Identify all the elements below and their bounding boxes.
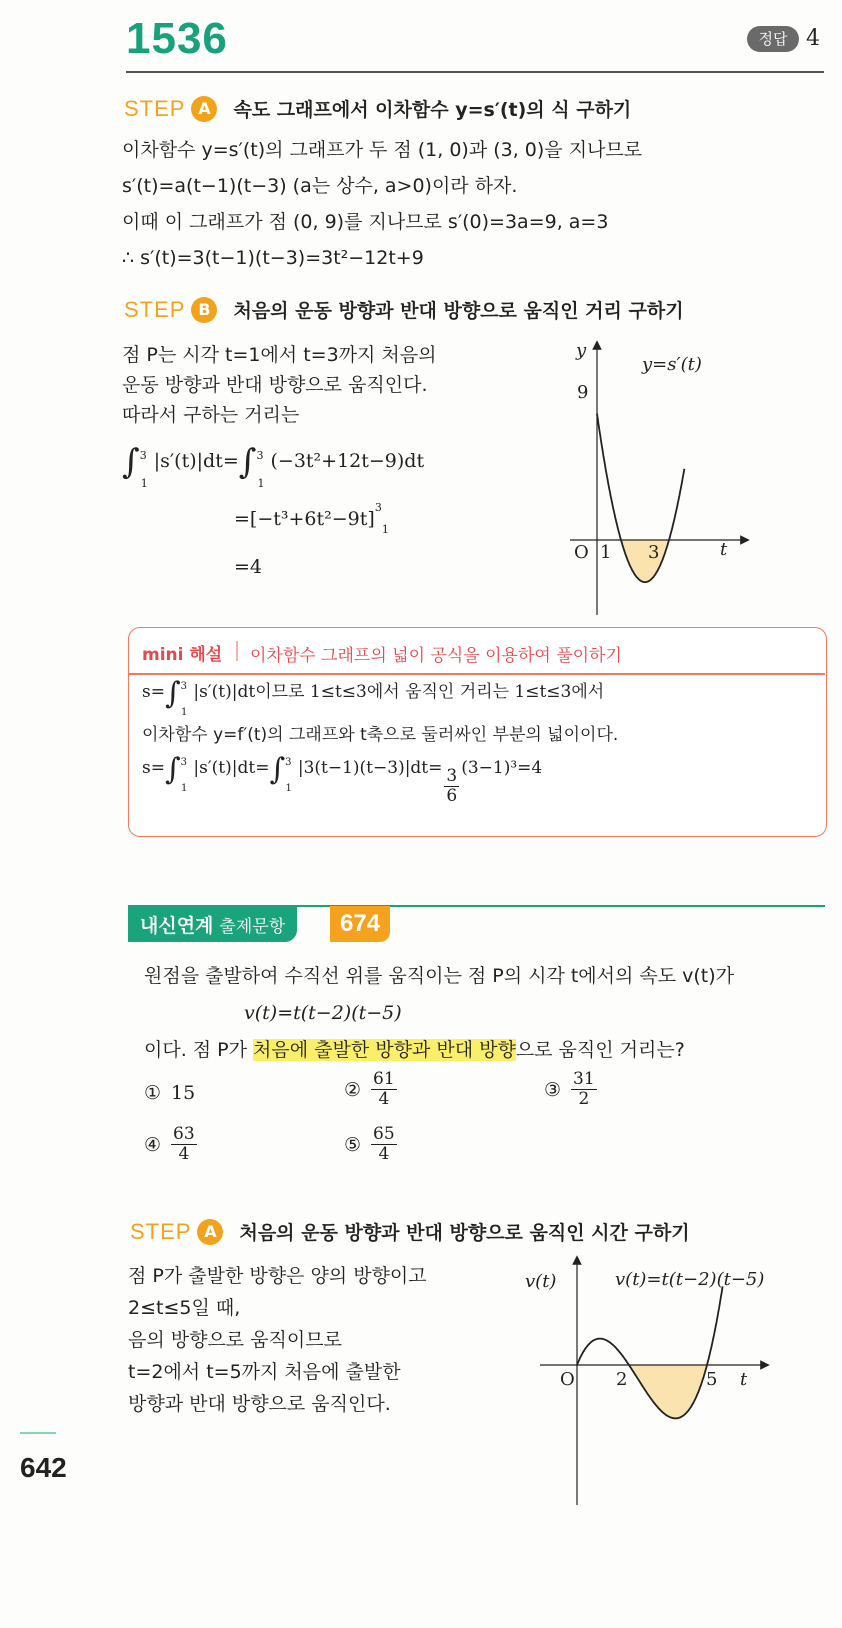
antiderivative: =[−t³+6t²−9t]: [234, 508, 375, 530]
choice-mark: ③: [544, 1078, 562, 1101]
step-word: STEP: [124, 95, 186, 121]
x-axis-label: t: [720, 539, 728, 560]
step-badge: B: [191, 297, 217, 323]
fraction-denominator: 2: [578, 1089, 590, 1109]
function-label: y=s′(t): [642, 354, 702, 375]
related-badge-text: 출제문항: [219, 916, 286, 937]
integral-upper: 3: [180, 757, 187, 768]
mini-line-3: [142, 752, 542, 804]
mini-separator: [236, 641, 238, 661]
body-line: 이때 이 그래프가 점 (0, 9)를 지나므로 s′(0)=3a=9, a=3: [122, 211, 609, 233]
choice-mark: ④: [144, 1133, 162, 1156]
body-line: t=2에서 t=5까지 처음에 출발한: [128, 1361, 401, 1383]
related-badge: [128, 906, 297, 942]
question-text: 으로 움직인 거리는?: [515, 1039, 685, 1061]
integral-sign: ∫: [269, 752, 286, 787]
step-title: 처음의 운동 방향과 반대 방향으로 움직인 거리 구하기: [233, 300, 684, 322]
fraction-numerator: 61: [373, 1069, 395, 1089]
body-line: 운동 방향과 반대 방향으로 움직인다.: [122, 374, 428, 396]
math-text: s=: [142, 682, 165, 702]
choice-5[interactable]: [344, 1125, 397, 1164]
step-b-heading: [124, 296, 684, 323]
step-badge: A: [197, 1219, 223, 1245]
related-number: 674: [330, 906, 390, 942]
integral-equation-1: [122, 442, 425, 490]
root2-label: 3: [648, 542, 660, 563]
question-text: 이다. 점 P가: [144, 1039, 254, 1061]
graph-v: [525, 1255, 830, 1510]
header-divider: [126, 71, 824, 73]
step-title: 처음의 운동 방향과 반대 방향으로 움직인 시간 구하기: [239, 1222, 690, 1244]
mini-line-1: [142, 676, 605, 718]
integral-lower: 1: [257, 477, 265, 490]
choice-mark: ②: [344, 1078, 362, 1101]
integral-upper: 3: [256, 449, 264, 462]
step-badge: A: [191, 96, 217, 122]
choice-1[interactable]: [144, 1082, 195, 1104]
answer-value: 4: [806, 26, 820, 51]
cubic-curve: [577, 1286, 723, 1418]
body-line: 방향과 반대 방향으로 움직인다.: [128, 1393, 391, 1415]
fraction: [444, 767, 459, 806]
fraction-numerator: 31: [573, 1069, 595, 1089]
body-line: 음의 방향으로 움직이므로: [128, 1329, 342, 1351]
step-word: STEP: [130, 1218, 192, 1244]
fraction: [571, 1070, 597, 1109]
fraction: [371, 1125, 397, 1164]
fraction: [171, 1125, 197, 1164]
integral-expr: |s′(t)|dt=: [153, 450, 239, 472]
integral-sign: ∫: [164, 752, 181, 787]
integral-equation-2: [234, 501, 389, 536]
step-a2-heading: [130, 1218, 690, 1245]
question-line-2: v(t)=t(t−2)(t−5): [244, 1002, 402, 1024]
math-text: |s′(t)|dt=: [193, 758, 270, 778]
body-line: 점 P가 출발한 방향은 양의 방향이고: [128, 1265, 427, 1287]
math-text: |3(t−1)(t−3)|dt=: [297, 758, 443, 778]
choice-mark: ⑤: [344, 1133, 362, 1156]
integral-upper: 3: [285, 757, 292, 768]
body-line: 2≤t≤5일 때,: [128, 1297, 241, 1319]
page-number-rule: [20, 1432, 56, 1434]
integral-upper: 3: [180, 681, 187, 692]
mini-divider: [128, 673, 825, 675]
math-text: (3−1)³=4: [461, 758, 543, 778]
step-word: STEP: [124, 296, 186, 322]
y-axis-label: v(t): [525, 1271, 557, 1292]
body-line: 이차함수 y=s′(t)의 그래프가 두 점 (1, 0)과 (3, 0)을 지나므로: [122, 139, 643, 161]
bound-upper: 3: [374, 501, 382, 514]
integral-lower: 1: [180, 707, 188, 718]
body-line: 따라서 구하는 거리는: [122, 404, 300, 426]
integral-sign: ∫: [238, 442, 257, 482]
root1-label: 2: [616, 1369, 628, 1390]
fraction-numerator: 65: [373, 1124, 395, 1144]
integral-lower: 1: [140, 477, 148, 490]
fraction-numerator: 63: [173, 1124, 195, 1144]
y-axis-label: y: [576, 340, 587, 361]
step-b-body: [122, 340, 436, 430]
root1-label: 1: [600, 542, 612, 563]
choice-mark: ①: [144, 1082, 162, 1104]
question-line-1: 원점을 출발하여 수직선 위를 움직이는 점 P의 시각 t에서의 속도 v(t)가: [144, 965, 735, 987]
shaded-region: [629, 1365, 707, 1418]
y-intercept-label: 9: [577, 382, 589, 403]
problem-number: 1536: [126, 14, 228, 63]
fraction-numerator: 3: [446, 766, 458, 786]
root2-label: 5: [706, 1369, 718, 1390]
body-line: ∴ s′(t)=3(t−1)(t−3)=3t²−12t+9: [122, 247, 424, 269]
function-label: v(t)=t(t−2)(t−5): [615, 1269, 765, 1290]
step-a-heading: [124, 95, 631, 122]
fraction-denominator: 4: [378, 1144, 390, 1164]
origin-label: O: [574, 542, 589, 563]
x-axis-label: t: [740, 1369, 748, 1390]
mini-label: mini 해설: [142, 645, 223, 665]
choice-3[interactable]: [544, 1070, 597, 1109]
page-number: 642: [20, 1452, 67, 1483]
integral-expr: (−3t²+12t−9)dt: [270, 450, 425, 472]
body-line: 점 P는 시각 t=1에서 t=3까지 처음의: [122, 344, 437, 366]
related-badge-bold: 내신연계: [140, 914, 214, 937]
integral-upper: 3: [139, 449, 147, 462]
step-a-body: [122, 132, 642, 276]
answer-badge: 정답: [747, 26, 799, 52]
question-highlight: 처음에 출발한 방향과 반대 방향: [253, 1039, 516, 1061]
integral-sign: ∫: [122, 442, 140, 482]
fraction-denominator: 4: [378, 1089, 390, 1109]
fraction: [371, 1070, 397, 1109]
math-text: s=: [142, 758, 165, 778]
fraction-denominator: 4: [178, 1144, 190, 1164]
step-title: 속도 그래프에서 이차함수 y=s′(t)의 식 구하기: [233, 99, 632, 121]
question-line-3: [144, 1032, 685, 1068]
step-a2-body: [128, 1260, 427, 1420]
graph-s-prime: [560, 340, 760, 620]
fraction-denominator: 6: [446, 786, 458, 806]
integral-lower: 1: [285, 783, 292, 794]
bound-lower: 1: [381, 523, 389, 536]
choice-value: 15: [171, 1082, 196, 1104]
mini-title: 이차함수 그래프의 넓이 공식을 이용하여 풀이하기: [250, 646, 622, 666]
choice-4[interactable]: [144, 1125, 197, 1164]
mini-line-2: 이차함수 y=f′(t)의 그래프와 t축으로 둘러싸인 부분의 넓이이다.: [142, 725, 619, 745]
integral-sign: ∫: [164, 676, 181, 711]
math-text: |s′(t)|dt이므로 1≤t≤3에서 움직인 거리는 1≤t≤3에서: [193, 682, 605, 702]
body-line: s′(t)=a(t−1)(t−3) (a는 상수, a>0)이라 하자.: [122, 175, 518, 197]
integral-lower: 1: [180, 783, 188, 794]
integral-result: =4: [234, 556, 263, 578]
choice-2[interactable]: [344, 1070, 397, 1109]
origin-label: O: [560, 1369, 575, 1390]
